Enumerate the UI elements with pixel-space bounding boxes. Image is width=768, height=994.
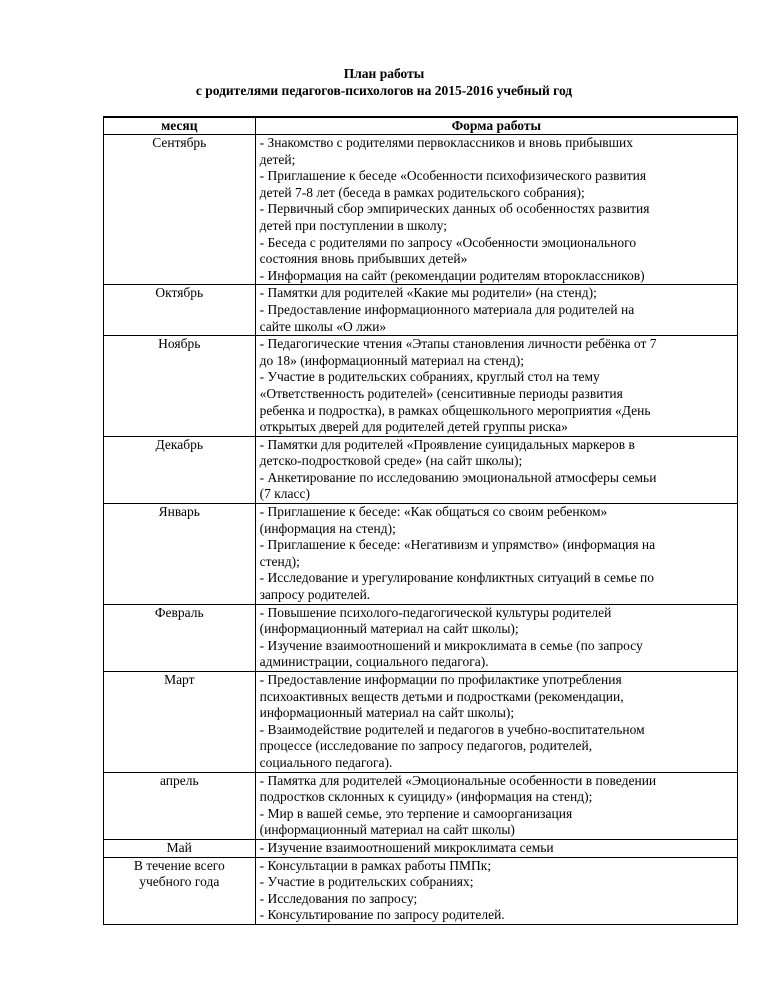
activity-line: - Анкетирование по исследованию эмоциональной атмосферы семьи [259, 469, 657, 485]
activity-line: - Приглашение к беседе: «Негативизм и упрямство» (информация на [259, 537, 656, 553]
month-cell [104, 504, 256, 605]
activity-line: - Приглашение к беседе «Особенности психофизического развития [259, 168, 647, 184]
activity-line: процессе (исследование по запросу педагогов, родителей, [259, 738, 593, 754]
table-row [104, 285, 738, 336]
activity-line: детско-подростковой среде» (на сайт школы); [259, 453, 523, 469]
month-cell [104, 672, 256, 773]
column-header-month: месяц [104, 117, 256, 135]
activity-line: социального педагога). [259, 754, 393, 770]
month-cell [104, 436, 256, 503]
activity-line: ребенка и подростка), в рамках общешкольного мероприятия «День [259, 402, 651, 418]
activity-line: - Памятка для родителей «Эмоциональные особенности в поведении [259, 772, 657, 788]
activity-line: детей 7-8 лет (беседа в рамках родительского собрания); [259, 184, 585, 200]
activity-line: - Знакомство с родителями первоклассников и вновь прибывших [259, 135, 634, 150]
month-label: учебного года [139, 874, 220, 890]
activity-line: - Предоставление информационного материала для родителей на [259, 301, 635, 317]
month-label: Январь [158, 504, 200, 520]
activity-cell [255, 336, 737, 437]
table-row [104, 857, 738, 924]
table-row [104, 504, 738, 605]
work-plan-table [103, 116, 738, 925]
activity-line: - Мир в вашей семье, это терпение и самоорганизация [259, 805, 573, 821]
activity-cell [255, 772, 737, 839]
activity-line: (информация на стенд); [259, 520, 396, 536]
activity-line: - Повышение психолого-педагогической культуры родителей [259, 604, 612, 620]
activity-cell [255, 604, 737, 671]
table-row [104, 336, 738, 437]
activity-line: стенд); [259, 553, 300, 569]
activity-line: - Памятки для родителей «Проявление суицидальных маркеров в [259, 436, 635, 452]
activity-line: открытых дверей для родителей детей группы риска» [259, 419, 568, 435]
activity-line: - Консультации в рамках работы ПМПк; [259, 857, 492, 873]
table-body [104, 135, 738, 925]
activity-line: - Памятки для родителей «Какие мы родители» (на стенд); [259, 285, 597, 301]
activity-line: состояния вновь прибывших детей» [259, 251, 468, 267]
month-cell [104, 839, 256, 857]
month-label: апрель [159, 772, 199, 788]
table-row [104, 672, 738, 773]
month-label: Март [164, 672, 195, 687]
month-label: Февраль [154, 604, 204, 620]
activity-line: - Изучение взаимоотношений и микроклимата в семье (по запросу [259, 637, 643, 653]
month-cell [104, 604, 256, 671]
document-title: План работы [343, 66, 425, 81]
activity-line: - Предоставление информации по профилактике употребления [259, 672, 622, 687]
table-row [104, 436, 738, 503]
activity-line: запросу родителей. [259, 587, 371, 603]
document-subtitle: с родителями педагогов-психологов на 2015-2016 учебный год [195, 83, 573, 98]
activity-line: - Приглашение к беседе: «Как общаться со своим ребенком» [259, 504, 608, 520]
activity-line: подростков склонных к суициду» (информация на стенд); [259, 789, 593, 805]
activity-line: детей; [259, 151, 296, 167]
activity-line: - Изучение взаимоотношений микроклимата семьи [259, 839, 554, 855]
column-header-form: Форма работы [255, 117, 737, 135]
activity-line: (информационный материал на сайт школы) [259, 822, 515, 838]
activity-line: - Исследования по запросу; [259, 890, 418, 906]
month-cell [104, 857, 256, 924]
activity-line: - Педагогические чтения «Этапы становления личности ребёнка от 7 [259, 336, 657, 352]
activity-line: (7 класс) [259, 486, 310, 502]
activity-cell [255, 857, 737, 924]
table-row [104, 772, 738, 839]
activity-line: - Взаимодействие родителей и педагогов в учебно-воспитательном [259, 721, 645, 737]
month-label: Ноябрь [158, 336, 201, 352]
month-label: Октябрь [155, 285, 204, 301]
month-label: Май [166, 839, 192, 855]
month-label: Сентябрь [152, 135, 207, 150]
activity-line: сайте школы «О лжи» [259, 318, 387, 334]
activity-line: - Информация на сайт (рекомендации родителям второклассников) [259, 267, 645, 283]
month-cell [104, 285, 256, 336]
month-label: В течение всего [133, 857, 225, 873]
table-row [104, 839, 738, 857]
activity-line: информационный материал на сайт школы); [259, 705, 515, 721]
activity-line: - Беседа с родителями по запросу «Особенности эмоционального [259, 234, 637, 250]
table-header-row [104, 117, 738, 135]
activity-cell [255, 436, 737, 503]
month-cell [104, 772, 256, 839]
activity-line: детей при поступлении в школу; [259, 217, 447, 233]
table-row [104, 135, 738, 285]
activity-line: - Первичный сбор эмпирических данных об особенностях развития [259, 201, 650, 217]
activity-line: - Консультирование по запросу родителей. [259, 907, 505, 923]
activity-cell [255, 672, 737, 773]
activity-line: (информационный материал на сайт школы); [259, 621, 519, 637]
activity-line: - Участие в родительских собраниях, круглый стол на тему [259, 369, 600, 385]
activity-line: до 18» (информационный материал на стенд); [259, 352, 524, 368]
activity-cell [255, 839, 737, 857]
activity-line: - Участие в родительских собраниях; [259, 874, 474, 890]
activity-line: администрации, социального педагога). [259, 654, 489, 670]
table-row [104, 604, 738, 671]
activity-cell [255, 135, 737, 285]
activity-cell [255, 285, 737, 336]
month-cell [104, 135, 256, 285]
activity-line: «Ответственность родителей» (сенситивные периоды развития [259, 385, 623, 401]
month-cell [104, 336, 256, 437]
activity-line: - Исследование и урегулирование конфликтных ситуаций в семье по [259, 570, 655, 586]
activity-line: психоактивных веществ детьми и подростками (рекомендации, [259, 688, 624, 704]
month-label: Декабрь [155, 436, 204, 452]
activity-cell [255, 504, 737, 605]
